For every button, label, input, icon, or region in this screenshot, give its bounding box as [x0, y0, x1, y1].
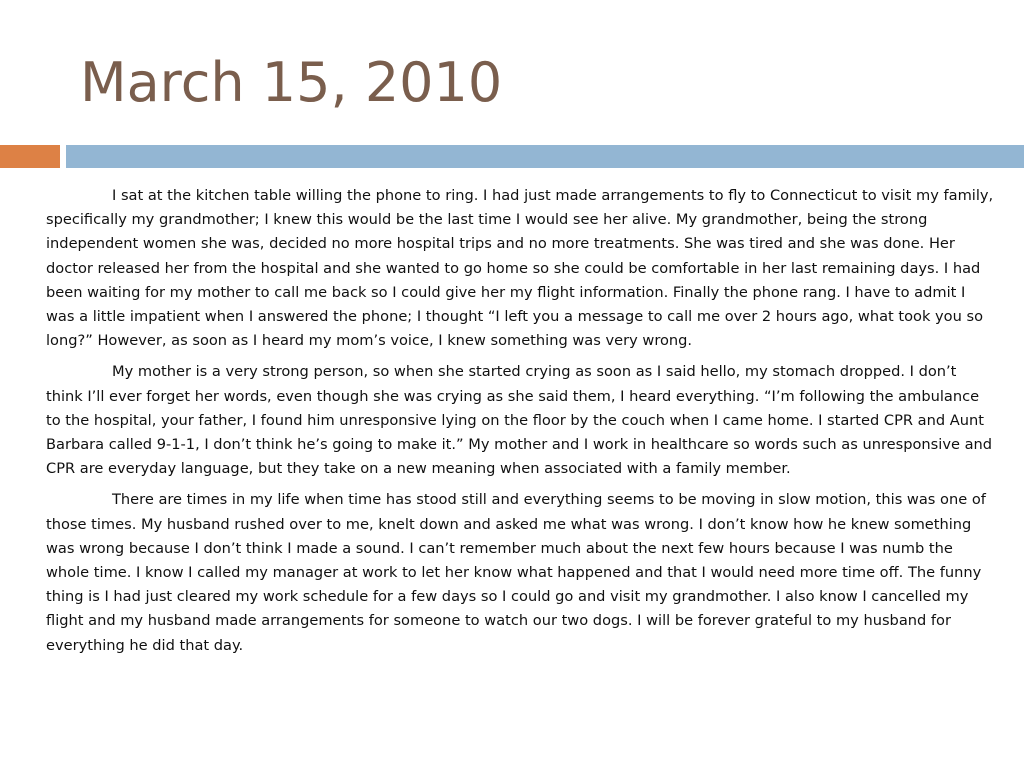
slide-title: March 15, 2010: [80, 51, 503, 114]
slide-body: [46, 184, 994, 665]
paragraph-2: My mother is a very strong person, so when she started crying as soon as I said hello, my stomach dropped. I don’t think I’ll ever forget her words, even though she was crying as she said them, I heard everything. “I’m following the ambulance to the hospital, your father, I found him unresponsive lying on the floor by the couch when I came home. I started CPR and Aunt Barbara called 9-1-1, I don’t think he’s going to make it.” My mother and I work in healthcare so words such as unresponsive and CPR are everyday language, but they take on a new meaning when associated with a family member.: [46, 363, 993, 478]
paragraph-3: There are times in my life when time has stood still and everything seems to be moving in slow motion, this was one of those times. My husband rushed over to me, knelt down and asked me what was wrong. I don’t know how he knew something was wrong because I don’t think I made a sound. I can’t remember much about the next few hours because I was numb the whole time. I know I called my manager at work to let her know what happened and that I would need more time off. The funny thing is I had just cleared my work schedule for a few days so I could go and visit my grandmother. I also know I cancelled my flight and my husband made arrangements for someone to watch our two dogs. I will be forever grateful to my husband for everything he did that day.: [46, 491, 986, 654]
accent-bar-orange: [0, 145, 60, 168]
accent-bar-blue: [66, 145, 1024, 168]
paragraph-1: I sat at the kitchen table willing the phone to ring. I had just made arrangements to fly to Connecticut to visit my family, specifically my grandmother; I knew this would be the last time I would see her alive. My grandmother, being the strong independent women she was, decided no more hospital trips and no more treatments. She was tired and she was done. Her doctor released her from the hospital and she wanted to go home so she could be comfortable in her last remaining days. I had been waiting for my mother to call me back so I could give her my flight information. Finally the phone rang. I have to admit I was a little impatient when I answered the phone; I thought “I left you a message to call me over 2 hours ago, what took you so long?” However, as soon as I heard my mom’s voice, I knew something was very wrong.: [46, 187, 994, 350]
